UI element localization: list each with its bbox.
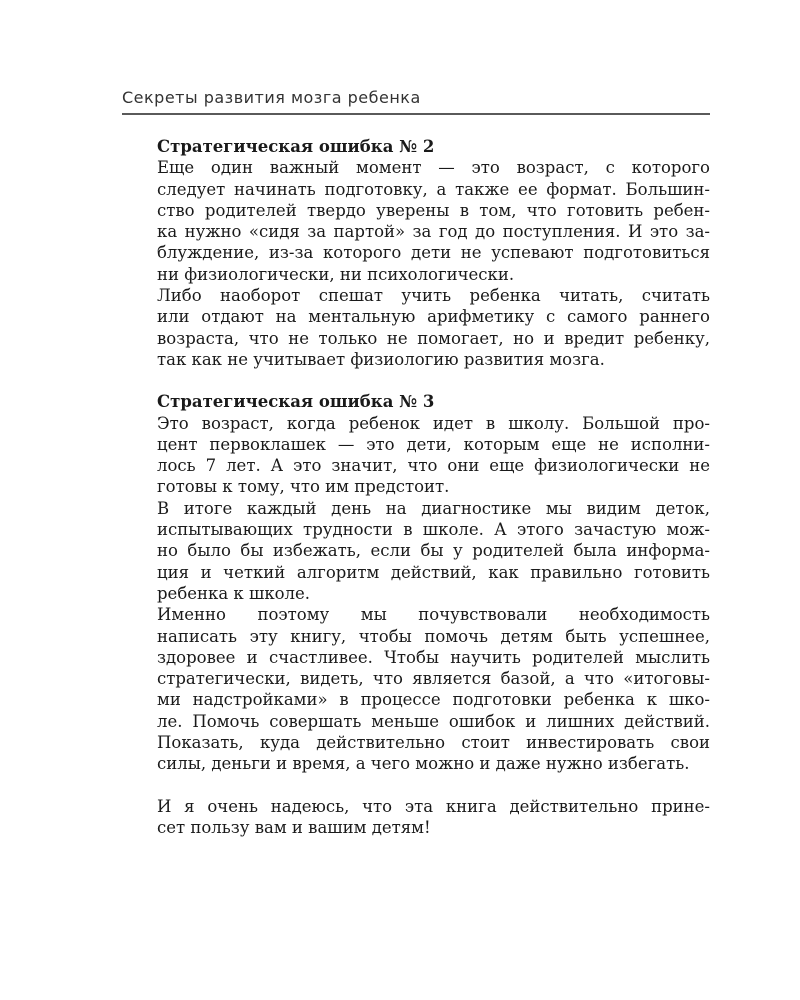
paragraph: [123, 157, 710, 285]
paragraph: [123, 413, 710, 498]
section-heading: Стратегическая ошибка № 3: [157, 392, 435, 412]
text-line: ни физиологически, ни психологически.: [157, 264, 515, 284]
text-line: испытывающих трудности в школе. А этого зачастую мож-: [157, 520, 710, 540]
section-strategic-error-2: [123, 136, 710, 370]
section-strategic-error-3: [123, 391, 710, 774]
text-line: лось 7 лет. А это значит, что они еще физиологически не: [157, 456, 710, 476]
paragraph: [123, 604, 710, 774]
text-line: здоровее и счастливее. Чтобы научить родителей мыслить: [157, 647, 710, 667]
text-line: ребенка к школе.: [157, 583, 311, 603]
text-line: ми надстройками» в процессе подготовки ребенка к шко-: [157, 690, 710, 710]
running-title: Секреты развития мозга ребенка: [122, 88, 421, 107]
text-line: ция и четкий алгоритм действий, как правильно готовить: [157, 562, 710, 582]
page-body: [123, 136, 710, 838]
text-line: но было бы избежать, если бы у родителей была информа-: [157, 541, 710, 561]
text-line: сет пользу вам и вашим детям!: [157, 817, 431, 837]
text-line: ле. Помочь совершать меньше ошибок и лишних действий.: [157, 711, 710, 731]
paragraph: [123, 498, 710, 604]
text-line: цент первоклашек — это дети, которым еще не исполни-: [157, 434, 710, 454]
text-line: И я очень надеюсь, что эта книга действительно прине-: [157, 796, 710, 816]
closing-paragraph: [123, 796, 710, 839]
text-line: силы, деньги и время, а чего можно и даже нужно избегать.: [157, 754, 690, 774]
text-line: В итоге каждый день на диагностике мы видим деток,: [157, 498, 710, 518]
text-line: ка нужно «сидя за партой» за год до поступления. И это за-: [157, 222, 710, 242]
text-line: Либо наоборот спешат учить ребенка читать, считать: [157, 286, 710, 306]
text-line: написать эту книгу, чтобы помочь детям быть успешнее,: [157, 626, 710, 646]
text-line: Это возраст, когда ребенок идет в школу. Большой про-: [157, 413, 710, 433]
paragraph: [123, 285, 710, 370]
text-line: готовы к тому, что им предстоит.: [157, 477, 450, 497]
running-header: [122, 88, 710, 115]
text-line: блуждение, из-за которого дети не успевают подготовиться: [157, 243, 710, 263]
text-line: так как не учитывает физиологию развития мозга.: [157, 349, 605, 369]
section-heading: Стратегическая ошибка № 2: [157, 137, 435, 156]
closing-section: [123, 796, 710, 839]
text-line: Показать, куда действительно стоит инвестировать свои: [157, 733, 710, 753]
text-line: возраста, что не только не помогает, но и вредит ребенку,: [157, 328, 710, 348]
text-line: Именно поэтому мы почувствовали необходимость: [157, 605, 710, 625]
text-line: стратегически, видеть, что является базой, а что «итоговы-: [157, 669, 710, 689]
text-line: ство родителей твердо уверены в том, что готовить ребен-: [157, 200, 710, 220]
text-line: или отдают на ментальную арифметику с самого раннего: [157, 307, 710, 327]
text-line: следует начинать подготовку, а также ее формат. Большин-: [157, 179, 710, 199]
text-line: Еще один важный момент — это возраст, с которого: [157, 158, 710, 178]
